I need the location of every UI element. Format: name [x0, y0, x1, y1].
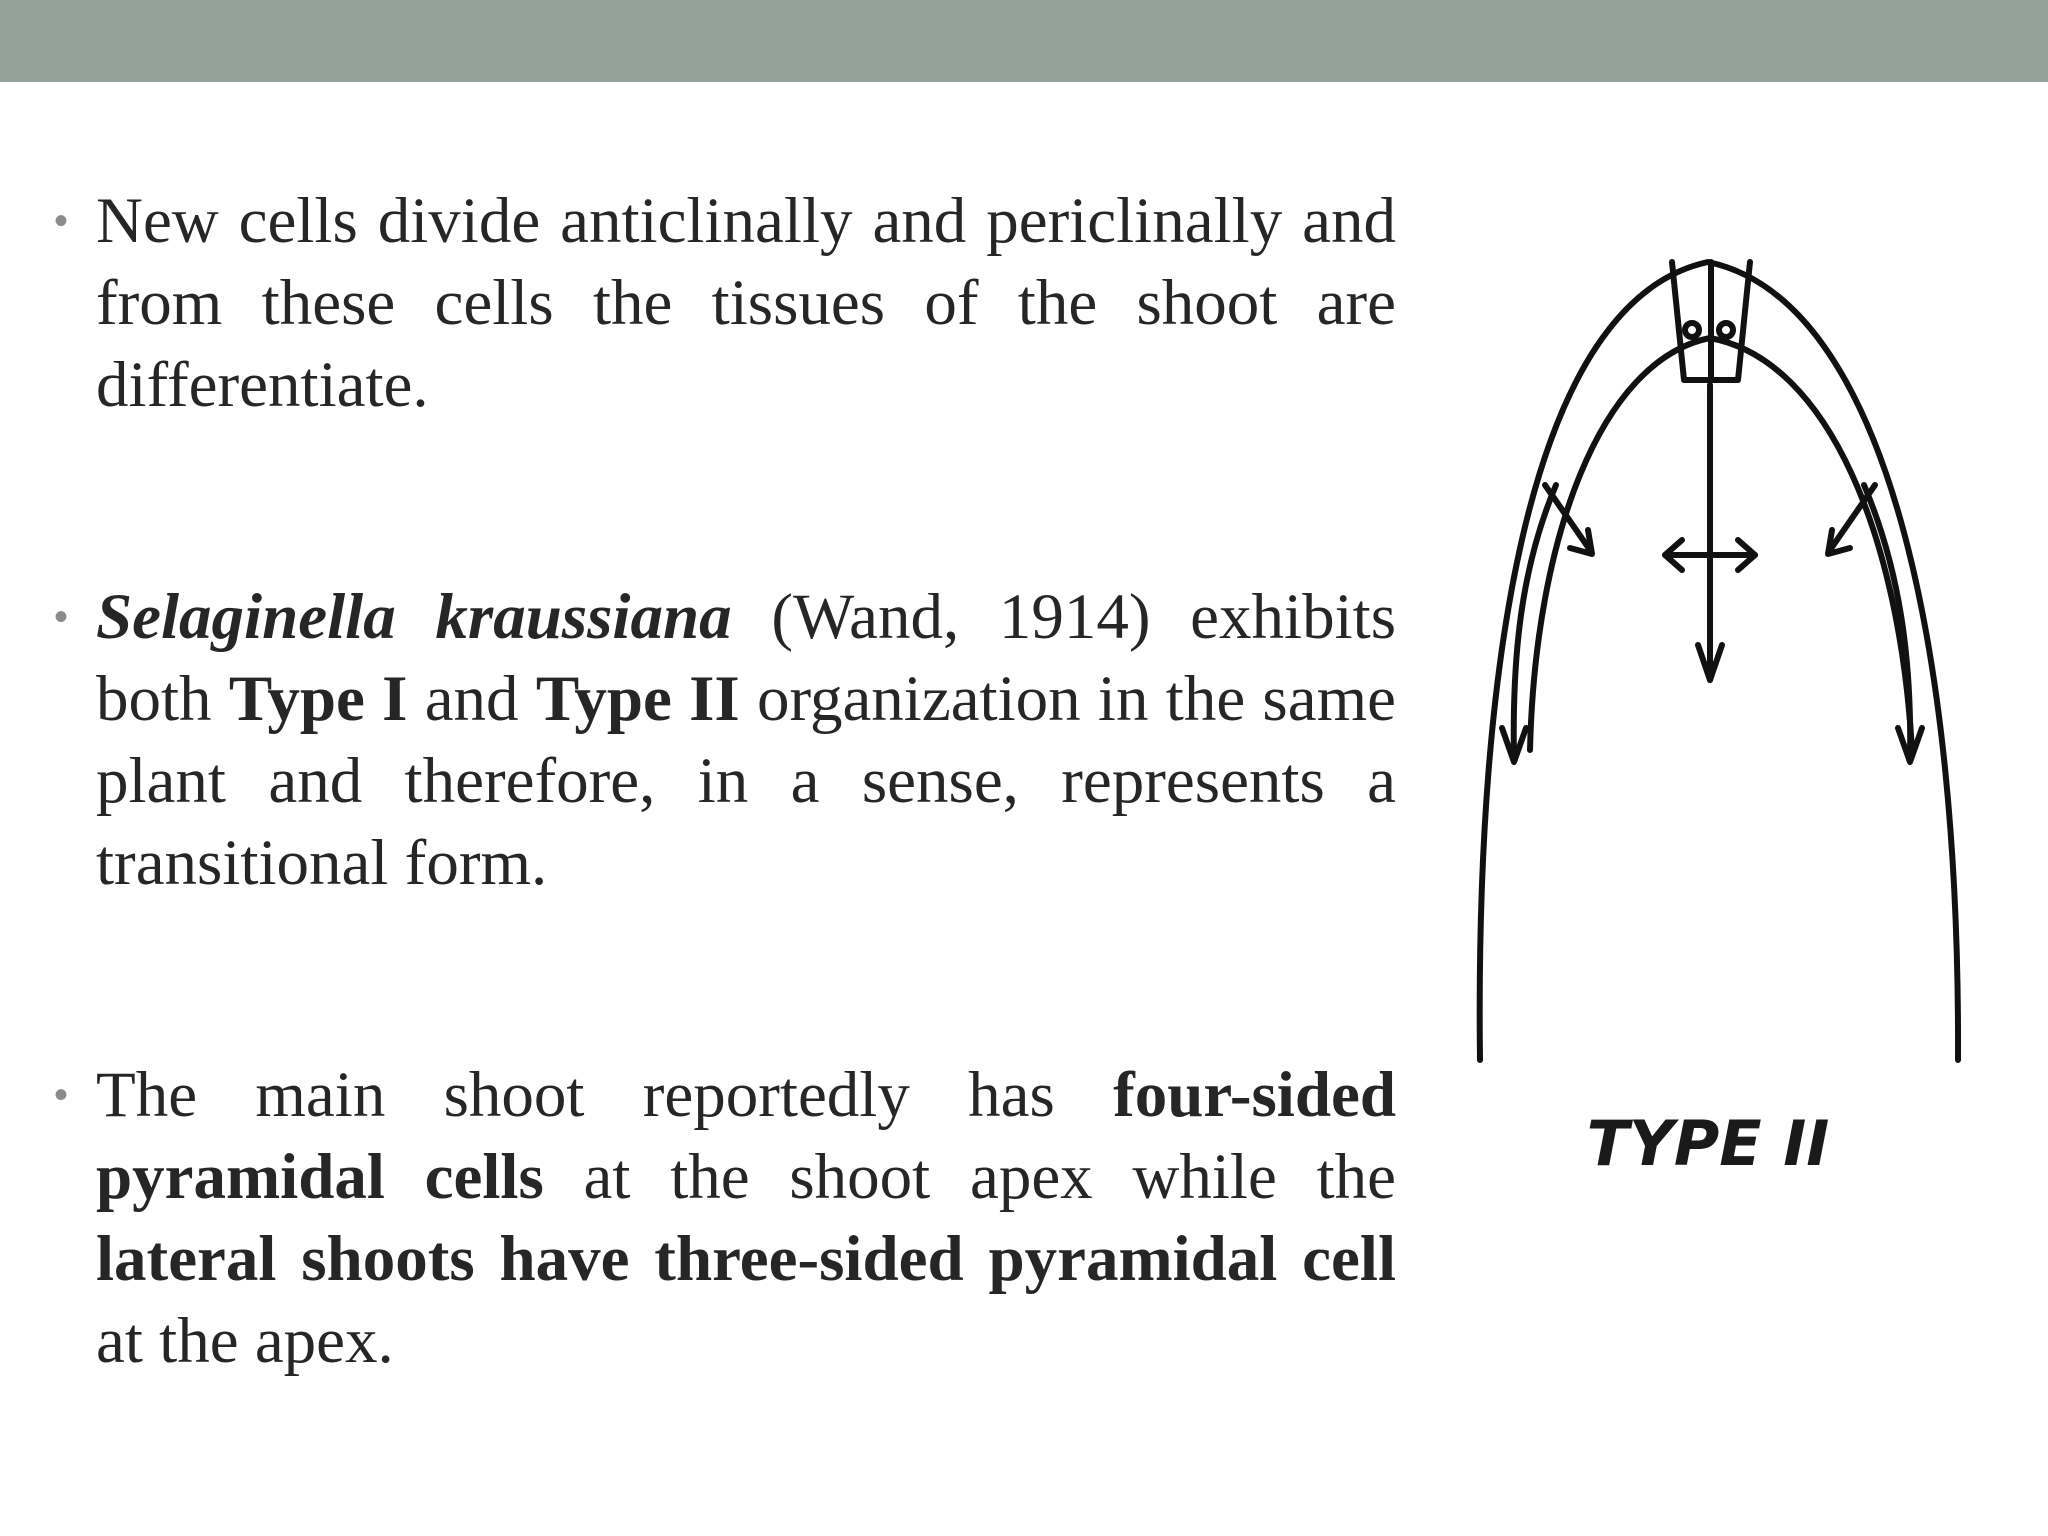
figure-label: TYPE II — [1586, 1107, 1830, 1180]
bullet-2-text-c: organization in the same plant and therefore, in a sense, represents a transitional form. — [96, 663, 1396, 899]
type-ii-term: Type II — [535, 663, 740, 735]
bullet-3-text-c: at the apex. — [96, 1305, 394, 1377]
left-side-arrow — [1514, 485, 1556, 760]
bullet-3-text-b: at the shoot apex while the — [543, 1141, 1396, 1213]
header-band — [0, 0, 2048, 82]
apical-cell-nucleus-left — [1685, 323, 1699, 337]
species-name: Selaginella kraussiana — [96, 581, 732, 653]
shoot-apex-diagram — [1460, 240, 1980, 1200]
bullet-1-text: New cells divide anticlinally and periclinally and from these cells the tissues of the shoot are differentiate. — [96, 185, 1396, 421]
apical-cell-nucleus-right — [1719, 323, 1733, 337]
bullet-2-text-a: (Wand, 1914) exhibits both — [96, 581, 1397, 735]
bullet-item-1 — [96, 180, 1396, 426]
four-sided-term: four-sided pyramidal cells — [96, 1059, 1396, 1213]
three-sided-term: lateral shoots have three-sided pyramidal cell — [96, 1223, 1396, 1295]
bullet-item-3 — [96, 1054, 1396, 1382]
type-ii-drawing — [1460, 240, 1980, 1200]
bullet-2-text-b: and — [407, 663, 536, 735]
bullet-item-2 — [96, 576, 1396, 904]
bullet-list — [96, 180, 1396, 1382]
bullet-3-text-a: The main shoot reportedly has — [96, 1059, 1114, 1131]
type-i-term: Type I — [228, 663, 408, 735]
